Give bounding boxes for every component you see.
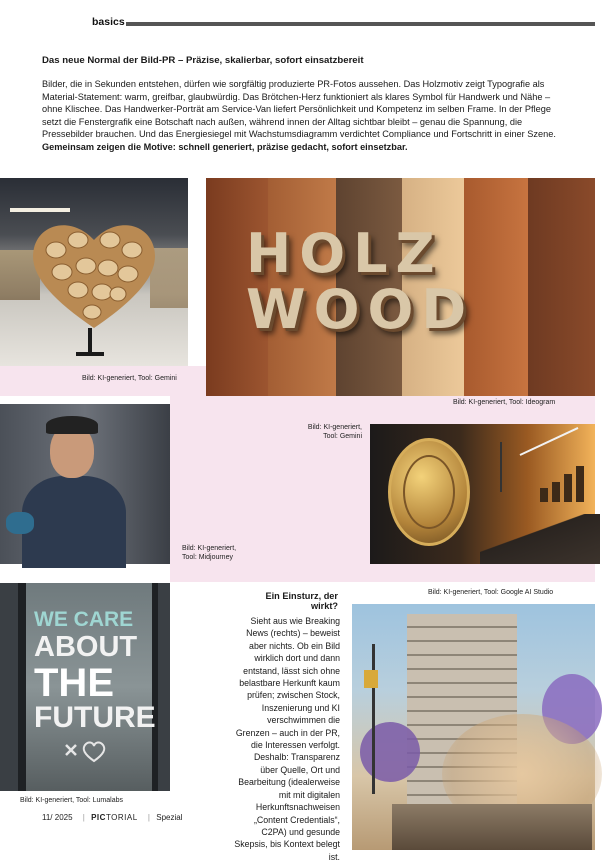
footer-section: Spezial [156,813,183,822]
craftsman-caption [182,545,236,562]
seal-caption-line: Tool: Gemini [323,432,362,440]
window-frame [152,583,158,791]
growth-bar [552,482,560,502]
we-care-window-image [0,583,170,791]
craftsman-caption-line: Bild: KI-generiert, [182,545,237,552]
wood-typography-image [206,178,595,396]
road [480,514,600,564]
issue-number: 11/ 2025 [42,813,73,822]
story-body: Sieht aus wie Breaking News (rechts) – beweist aber nichts. Ob ein Bild wirklich dort und dann entstand, lässt sich ohne belastbare Herkunft kaum prüfen; zwischen Stock, Inszenierung und KI verschwimmen die Grenzen – auch in der PR, die Interessen verfolgt. Deshalb: Transparenz über Quelle, Ort und Bearbeitung (idealerweise mit mit digitalen Herkunftsnachweisen „Content Credentials“, C2PA) und gesunde Skepsis, bis Kontext belegt ist. [234,616,340,862]
seal-caption-line: Bild: KI-generiert, [307,424,362,431]
energy-seal-coin [388,438,470,546]
seal-caption [300,424,362,441]
seal-inner-ring [403,455,455,529]
wood-caption: Bild: KI-generiert, Tool: Ideogram [453,399,556,406]
ruins-caption: Bild: KI-generiert, Tool: Google AI Studio [428,589,554,596]
growth-arrow [520,427,579,456]
footer-separator: | [147,813,150,822]
brand-logo [91,813,138,822]
page-footer [42,813,182,822]
brand-bold: PIC [91,813,106,822]
growth-bar [564,474,572,502]
street-sign [364,670,378,688]
care-text-line: THE [34,661,114,705]
growth-bar [576,466,584,502]
wood-plank [528,178,595,396]
header-rule [126,22,595,26]
bread-heart-shape [0,178,188,366]
craftsman-body [22,476,126,568]
brand-light: TORIAL [105,813,138,822]
care-caption: Bild: KI-generiert, Tool: Lumalabs [20,797,123,804]
craftsman-portrait-image [0,404,170,564]
heart-stand-base [76,352,104,356]
care-text-line: FUTURE [34,701,156,734]
energy-seal-image [370,424,595,564]
care-text-line: ABOUT [34,631,138,663]
growth-bar [540,488,548,502]
section-label: basics [92,16,125,28]
collapsed-building-image [352,604,595,850]
care-heart-icon [54,739,114,765]
heart-stand [88,328,92,354]
craftsman-caption-line: Tool: Midjourney [182,553,233,561]
wind-turbine [500,442,502,492]
rubble [392,804,592,850]
window-frame [18,583,26,791]
jacaranda-tree [360,722,420,782]
article-intro [42,78,562,154]
wood-text-wood: WOOD [246,278,475,341]
bread-heart-image [0,178,188,366]
bread-caption: Bild: KI-generiert, Tool: Gemini [82,375,177,382]
intro-text: Bilder, die in Sekunden entstehen, dürfen wie sorgfältig produzierte PR-Fotos aussehen. Das Holzmotiv zeigt Typografie als Material-Statement: warm, greifbar, glaubwürdig. Das Brötchen-Herz funktioniert als klares Symbol für Handwerk und Nähe – ohne Klischee. Das Handwerker-Porträt am Service-Van liefert Persönlichkeit und Kompetenz im selben Frame. In der Pflege setzt die Fenstergrafik eine Botschaft nach außen, während innen der Alltag sichtbar bleibt – genau die Spannung, die Pressebilder brauchen. Und das Energiesiegel mit Wachstumsdiagramm verdichtet Compliance und Fortschritt in einer Szene. [42,79,556,140]
craftsman-glove [6,512,34,534]
intro-bold-text: Gemeinsam zeigen die Motive: schnell generiert, präzise gedacht, sofort einsetzbar. [42,141,408,152]
care-text-line: WE CARE [34,608,134,631]
footer-separator: | [82,813,85,822]
craftsman-cap [46,416,98,434]
article-headline: Das neue Normal der Bild-PR – Präzise, skalierbar, sofort einsatzbereit [42,55,364,66]
story-title: Ein Einsturz, der wirkt? [265,591,338,611]
wood-text-holz: HOLZ [246,222,443,285]
street-pole [372,644,375,794]
